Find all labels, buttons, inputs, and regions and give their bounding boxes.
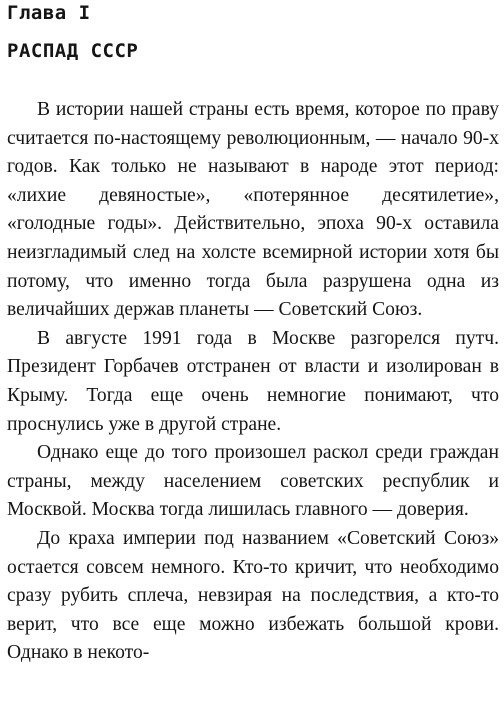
paragraph: До краха империи под названием «Советский Союз» остается совсем немного. Кто-то кричит, что необходимо сразу рубить сплеча, невзирая на последствия, а кто-то верит, что все еще можно избежать большой крови. Однако в некото-: [7, 527, 499, 664]
chapter-label: Глава I: [7, 2, 91, 24]
paragraph: В августе 1991 года в Москве разгорелся путч. Президент Горбачев отстранен от власти и изолирован в Крыму. Тогда еще очень немногие понимают, что проснулись уже в другой стране.: [7, 327, 499, 435]
chapter-body: [7, 96, 499, 668]
chapter-title: РАСПАД СССР: [7, 40, 139, 62]
paragraph: В истории нашей страны есть время, которое по праву считается по-настоящему революционным, — начало 90-х годов. Как только не называют в народе этот период: «лихие девяностые», «потерянное десятилетие», «голодные годы». Действительно, эпоха 90-х оставила неизгладимый след на холсте всемирной истории хотя бы потому, что именно тогда была разрушена одна из величайших держав планеты — Советский Союз.: [7, 99, 499, 321]
paragraph: Однако еще до того произошел раскол среди граждан страны, между населением советских республик и Москвой. Москва тогда лишилась главного — доверия.: [7, 442, 499, 521]
